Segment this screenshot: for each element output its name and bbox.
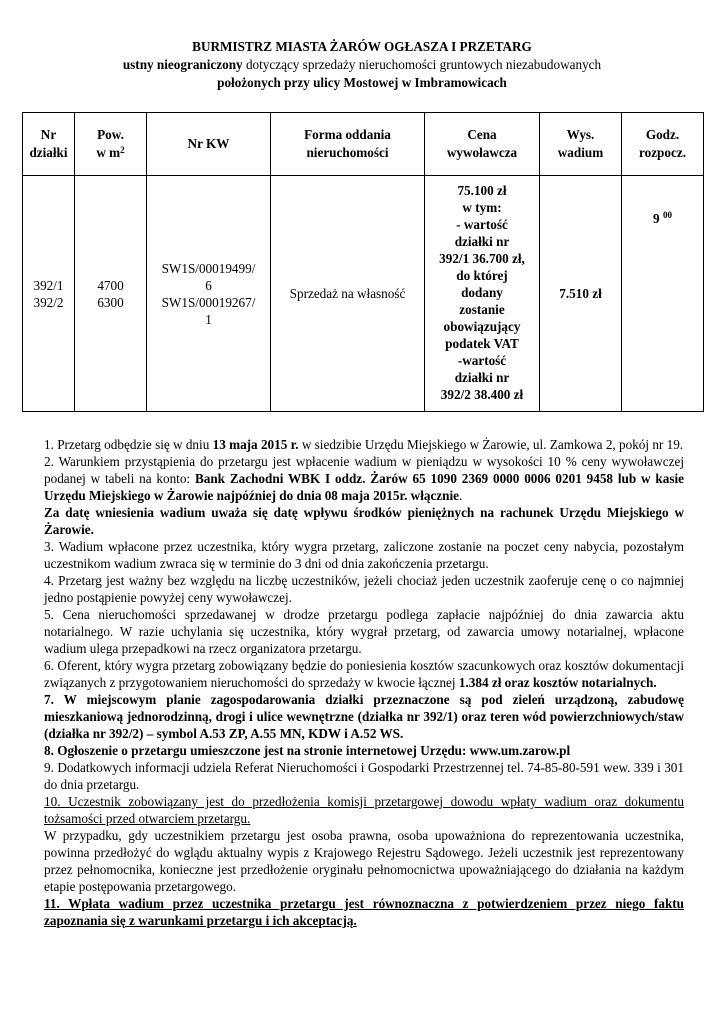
term-10-details: W przypadku, gdy uczestnikiem przetargu jest osoba prawna, osoba upoważniona do reprezentowania uczestnika, powinna przedłożyć do wglądu aktualny wypis z Krajowego Rejestru Sądowego. Jeżeli uczestnik jest reprezentowany przez pełnomocnika, konieczne jest przedłożenie oryginału pełnomocnictwa upoważniającego do działania na każdym etapie postępowania przetargowego. xyxy=(44,828,684,894)
header-godzina: Godz. rozpocz. xyxy=(622,113,704,176)
cell-godzina: 9 $^{00}$ xyxy=(622,176,704,412)
term-2-note: Za datę wniesienia wadium uważa się datę wpływu środków pieniężnych na rachunek Urzędu Miejskiego w Żarowie. xyxy=(44,505,684,537)
term-2: 2. Warunkiem przystąpienia do przetargu jest wpłacenie wadium w pieniądzu w wysokości 10 % ceny wywoławczej podanej w tabeli na konto: Bank Zachodni WBK I oddz. Żarów 65 1090 2369 0000 0006 0201 9458 lub w kasie Urzędu Miejskiego w Żarowie najpóźniej do dnia 08 maja 2015r. włącznie. xyxy=(44,454,684,503)
term-11: 11. Wpłata wadium przez uczestnika przetargu jest równoznaczna z potwierdzeniem przez niego faktu zapoznania się z warunkami przetargu i ich akceptacją. xyxy=(44,896,684,928)
table-header-row xyxy=(23,113,704,176)
term-4: 4. Przetarg jest ważny bez względu na liczbę uczestników, jeżeli chociaż jeden uczestnik zaoferuje cenę o co najmniej jedno postąpienie powyżej ceny wywoławczej. xyxy=(44,573,684,605)
header-wadium: Wys. wadium xyxy=(540,113,622,176)
term-3: 3. Wadium wpłacone przez uczestnika, który wygra przetarg, zaliczone zostanie na poczet ceny nabycia, pozostałym uczestnikom wadium zwraca się w terminie do 3 dni od dnia zakończenia przetargu. xyxy=(44,539,684,571)
cell-nr-kw: SW1S/00019499/ 6 SW1S/00019267/ 1 xyxy=(147,176,271,412)
cell-wadium: 7.510 zł xyxy=(540,176,622,412)
cell-powierzchnia: 4700 6300 xyxy=(75,176,147,412)
term-7: 7. W miejscowym planie zagospodarowania działki przeznaczone są pod zieleń urządzoną, zabudowę mieszkaniową jednorodzinną, drogi i ulice wewnętrzne (działka nr 392/1) oraz teren wód powierzchniowych/staw (działka nr 392/2) – symbol A.53 ZP, A.55 MN, KDW i A.52 WS. xyxy=(44,692,684,741)
subtitle-rest: dotyczący sprzedaży nieruchomości gruntowych niezabudowanych xyxy=(242,57,602,72)
term-10: 10. Uczestnik zobowiązany jest do przedłożenia komisji przetargowej dowodu wpłaty wadium oraz dokumentu tożsamości przed otwarciem przetargu. xyxy=(44,794,684,826)
term-9: 9. Dodatkowych informacji udziela Referat Nieruchomości i Gospodarki Przestrzennej tel. 74-85-80-591 wew. 339 i 301 do dnia przetargu. xyxy=(44,760,684,792)
announcement-subtitle xyxy=(40,56,684,74)
announcement-location: położonych przy ulicy Mostowej w Imbramowicach xyxy=(217,75,507,90)
header-powierzchnia: Pow. w $m^2$ xyxy=(75,113,147,176)
announcement-title: BURMISTRZ MIASTA ŻARÓW OGŁASZA I PRZETARG xyxy=(192,39,532,54)
document-header xyxy=(40,38,684,92)
term-6: 6. Oferent, który wygra przetarg zobowiązany będzie do poniesienia kosztów szacunkowych oraz kosztów dokumentacji związanych z przygotowaniem nieruchomości do sprzedaży w kwocie łącznej 1.384 zł oraz kosztów notarialnych. xyxy=(44,658,684,690)
cell-nr-dzialki: 392/1 392/2 xyxy=(23,176,75,412)
offer-table xyxy=(22,112,704,412)
header-forma: Forma oddania nieruchomości xyxy=(271,113,425,176)
subtitle-bold: ustny nieograniczony xyxy=(122,57,243,72)
header-nr-kw: Nr KW xyxy=(147,113,271,176)
term-8: 8. Ogłoszenie o przetargu umieszczone jest na stronie internetowej Urzędu: www.um.zarow.pl xyxy=(44,743,571,758)
cell-forma: Sprzedaż na własność xyxy=(271,176,425,412)
table-row xyxy=(23,176,704,412)
header-nr-dzialki: Nr działki xyxy=(23,113,75,176)
header-cena: Cena wywoławcza xyxy=(425,113,540,176)
terms-text xyxy=(44,436,684,929)
term-5: 5. Cena nieruchomości sprzedawanej w drodze przetargu podlega zapłacie najpóźniej do dnia zawarcia aktu notarialnego. W razie uchylania się uczestnika, który wygrał przetarg, od zawarcia umowy notarialnej, wpłacone wadium ulega przepadkowi na rzecz organizatora przetargu. xyxy=(44,607,684,656)
term-1: 1. Przetarg odbędzie się w dniu 13 maja 2015 r. w siedzibie Urzędu Miejskiego w Żarowie, ul. Zamkowa 2, pokój nr 19. xyxy=(44,437,684,452)
cell-cena: 75.100 zł w tym: - wartość działki nr 392/1 36.700 zł, do której dodany zostanie obowiązujący podatek VAT -wartość działki nr 392/2 38.400 zł xyxy=(425,176,540,412)
